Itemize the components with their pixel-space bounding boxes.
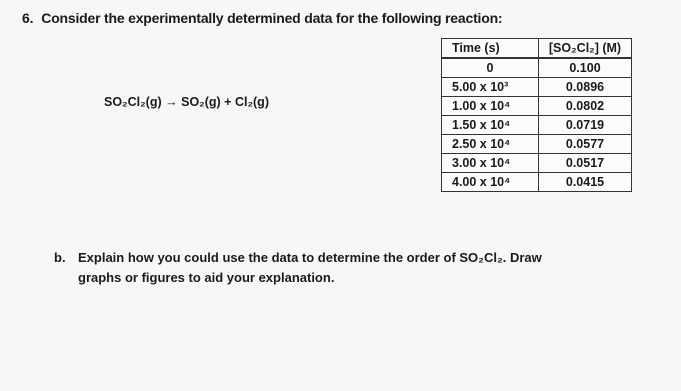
reaction-arrow: → xyxy=(165,95,178,109)
plus-sign: + xyxy=(224,95,232,109)
reaction-equation xyxy=(104,95,269,109)
concentration-cell: 0.0896 xyxy=(539,78,632,97)
time-cell: 3.00 x 10⁴ xyxy=(442,154,539,173)
concentration-cell: 0.0802 xyxy=(539,97,632,116)
table-row xyxy=(442,58,632,78)
part-b-letter: b. xyxy=(54,250,66,265)
concentration-cell: 0.0577 xyxy=(539,135,632,154)
time-cell: 0 xyxy=(442,58,539,78)
header-time: Time (s) xyxy=(442,39,539,59)
table-header-row xyxy=(442,39,632,59)
question-prompt: Consider the experimentally determined data for the following reaction: xyxy=(41,10,503,26)
table-row xyxy=(442,78,632,97)
time-cell: 1.50 x 10⁴ xyxy=(442,116,539,135)
part-b-line-1 xyxy=(54,248,542,268)
part-b-question xyxy=(54,248,542,288)
table-row xyxy=(442,154,632,173)
reactant: SO₂Cl₂(g) xyxy=(104,95,162,109)
table-row xyxy=(442,97,632,116)
time-cell: 2.50 x 10⁴ xyxy=(442,135,539,154)
data-table xyxy=(441,38,632,192)
table-row xyxy=(442,116,632,135)
concentration-cell: 0.0719 xyxy=(539,116,632,135)
question-heading xyxy=(22,10,502,26)
part-b-text-1: Explain how you could use the data to determine the order of SO₂Cl₂. Draw xyxy=(78,250,542,265)
table-row xyxy=(442,135,632,154)
product-1: SO₂(g) xyxy=(181,95,221,109)
part-b-line-2: graphs or figures to aid your explanation. xyxy=(78,270,335,285)
time-cell: 4.00 x 10⁴ xyxy=(442,173,539,192)
table-row xyxy=(442,173,632,192)
concentration-cell: 0.0415 xyxy=(539,173,632,192)
time-cell: 5.00 x 10³ xyxy=(442,78,539,97)
time-cell: 1.00 x 10⁴ xyxy=(442,97,539,116)
concentration-cell: 0.0517 xyxy=(539,154,632,173)
question-number: 6. xyxy=(22,10,34,26)
product-2: Cl₂(g) xyxy=(234,95,269,109)
header-concentration: [SO₂Cl₂] (M) xyxy=(539,39,632,59)
concentration-cell: 0.100 xyxy=(539,58,632,78)
